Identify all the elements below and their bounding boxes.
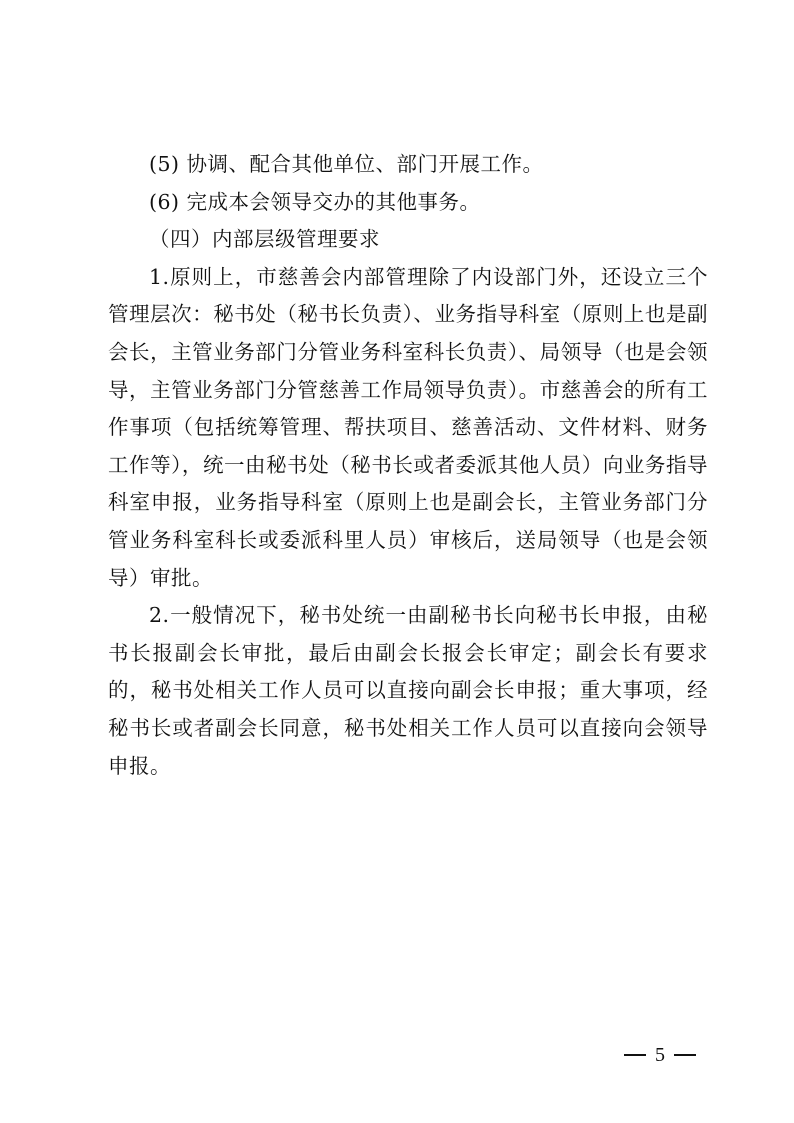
list-item-5: (5) 协调、配合其他单位、部门开展工作。 (149, 152, 544, 176)
page-number-right-dash (674, 1054, 696, 1056)
section-heading: （四）内部层级管理要求 (149, 227, 380, 252)
page-number-left-dash (624, 1054, 646, 1056)
page-footer (624, 1041, 696, 1069)
body-paragraph-1: 1.原则上，市慈善会内部管理除了内设部门外，还设立三个管理层次：秘书处（秘书长负责）、业务指导科室（原则上也是副会长，主管业务部门分管业务科室科长负责）、局领导（也是会领导，主管业务部门分管慈善工作局领导负责）。市慈善会的所有工作事项（包括统筹管理、帮扶项目、慈善活动、文件材料、财务工作等），统一由秘书处（秘书长或者委派其他人员）向业务指导科室申报，业务指导科室（原则上也是副会长，主管业务部门分管业务科室科长或委派科里人员）审核后，送局领导（也是会领导）审批。 (108, 264, 708, 590)
list-item-6: (6) 完成本会领导交办的其他事务。 (149, 189, 481, 214)
body-paragraph-2: 2.一般情况下，秘书处统一由副秘书长向秘书长申报，由秘书长报副会长审批，最后由副会长报会长审定；副会长有要求的，秘书处相关工作人员可以直接向副会长申报；重大事项，经秘书长或者副会长同意，秘书处相关工作人员可以直接向会领导申报。 (108, 603, 708, 778)
document-body (108, 146, 708, 785)
page-number: 5 (655, 1044, 665, 1066)
